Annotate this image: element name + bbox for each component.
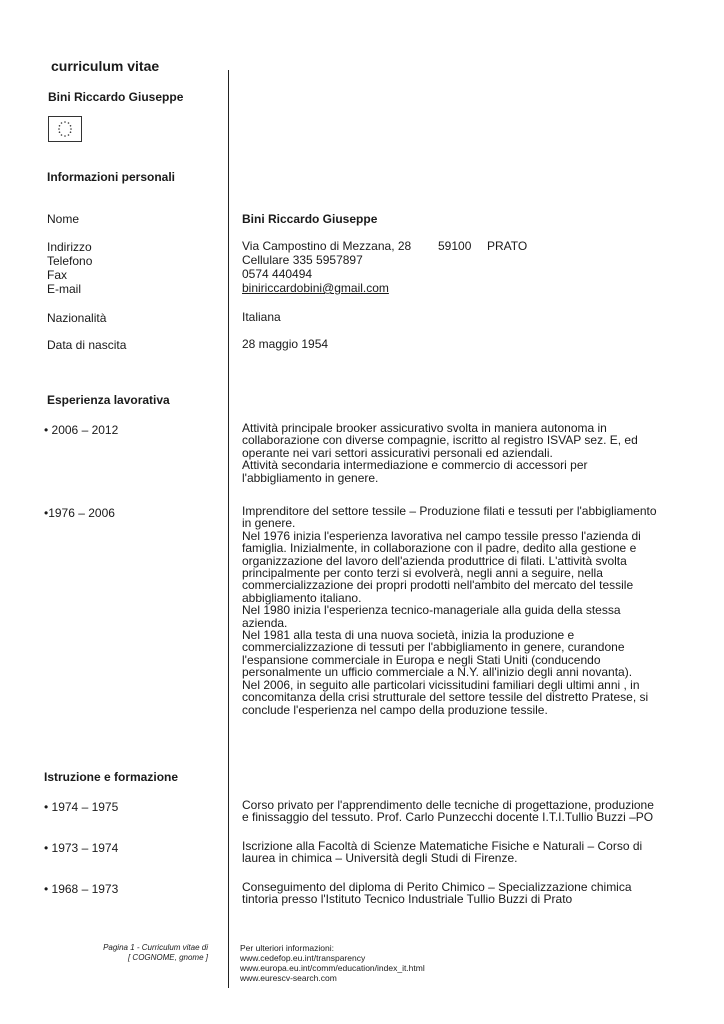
nationality-value: Italiana xyxy=(242,310,281,324)
header-person-name: Bini Riccardo Giuseppe xyxy=(48,90,184,104)
edu-date-1: • 1974 – 1975 xyxy=(44,800,119,814)
text-line: concomitanza della crisi strutturale del settore tessile del distretto Pratese, si xyxy=(242,690,649,705)
nationality-label: Nazionalità xyxy=(47,311,107,325)
name-value: Bini Riccardo Giuseppe xyxy=(242,212,378,226)
edu-description-1 xyxy=(242,799,682,824)
text-line: Conseguimento del diploma di Perito Chimico – Specializzazione chimica xyxy=(242,880,632,894)
zip-value: 59100 xyxy=(438,239,472,253)
text-line: l'abbigliamento in genere. xyxy=(242,470,379,485)
text-line: operante nei vari settori assicurativi personali ed aziendali. xyxy=(242,445,553,460)
text-line: famiglia. Inizialmente, in collaborazione con il padre, dedito alla gestione e xyxy=(242,541,637,556)
phone-value: Cellulare 335 5957897 xyxy=(242,253,363,267)
text-line: collaborazione con diverse compagnie, iscritto al registro ISVAP sez. E, ed xyxy=(242,433,638,448)
footer-page-info xyxy=(40,943,208,963)
fax-label: Fax xyxy=(47,268,68,282)
section-title-personal: Informazioni personali xyxy=(47,170,176,184)
doc-title: curriculum vitae xyxy=(51,58,160,74)
edu-description-3 xyxy=(242,881,682,906)
text-line: Attività principale brooker assicurativo svolta in maniera autonoma in xyxy=(242,421,607,435)
text-line: commercializzazione di tessuti per l'abbigliamento in genere, curandone xyxy=(242,640,625,655)
text-line: laurea in chimica – Università degli Studi di Firenze. xyxy=(242,851,518,866)
text-line: commercializzazione dei propri prodotti nell'ambito del mercato del tessile xyxy=(242,578,634,593)
text-line: Corso privato per l'apprendimento delle tecniche di progettazione, produzione xyxy=(242,798,654,812)
text-line: Nel 1976 inizia l'esperienza lavorativa nel campo tessile presso l'azienda di xyxy=(242,528,641,543)
text-line: Nel 1980 inizia l'esperienza tecnico-manageriale alla guida della stessa xyxy=(242,603,621,618)
birth-label: Data di nascita xyxy=(47,338,127,352)
birth-value: 28 maggio 1954 xyxy=(242,337,329,351)
footer-links xyxy=(240,943,425,983)
footer-more-info-label: Per ulteriori informazioni: xyxy=(240,943,335,953)
text-line: Nel 1981 alla testa di una nuova società, inizia la produzione e xyxy=(242,628,575,643)
work-description-2 xyxy=(242,505,682,716)
text-line: Nel 2006, in seguito alle particolari vicissitudini familiari degli ultimi anni , in xyxy=(242,677,640,692)
footer-link-eurescv[interactable]: www.eurescv-search.com xyxy=(240,973,337,983)
work-date-2: •1976 – 2006 xyxy=(44,506,115,520)
edu-description-2 xyxy=(242,840,682,865)
text-line: personalmente un ufficio commerciale a N.Y. all'inizio degli anni novanta). xyxy=(242,665,633,680)
edu-date-2: • 1973 – 1974 xyxy=(44,841,119,855)
text-line: abbigliamento italiano. xyxy=(242,590,362,605)
text-line: Attività secondaria intermediazione e commercio di accessori per xyxy=(242,458,588,473)
column-divider xyxy=(228,70,229,988)
text-line: in genere. xyxy=(242,516,296,531)
city-value: PRATO xyxy=(487,239,528,253)
edu-date-3: • 1968 – 1973 xyxy=(44,882,119,896)
text-line: azienda. xyxy=(242,615,288,630)
footer-name-placeholder: [ COGNOME, gnome ] xyxy=(127,953,208,962)
fax-value: 0574 440494 xyxy=(242,267,313,281)
email-link[interactable]: biniriccardobini@gmail.com xyxy=(242,281,389,295)
text-line: principalmente per conto terzi si evolverà, negli anni a seguire, nella xyxy=(242,566,603,581)
text-line: tintoria presso l'Istituto Tecnico Industriale Tullio Buzzi di Prato xyxy=(242,892,573,907)
address-label: Indirizzo xyxy=(47,240,92,254)
footer-page-line: Pagina 1 - Curriculum vitae di xyxy=(103,943,208,952)
text-line: Imprenditore del settore tessile – Produzione filati e tessuti per l'abbigliamento xyxy=(242,504,657,518)
name-label: Nome xyxy=(47,212,80,226)
phone-label: Telefono xyxy=(47,254,93,268)
text-line: organizzazione del lavoro dell'azienda produttrice di filati. L'attività svolta xyxy=(242,553,627,568)
work-date-1: • 2006 – 2012 xyxy=(44,423,119,437)
email-label: E-mail xyxy=(47,282,82,296)
text-line: l'espansione commerciale in Europa e negli Stati Uniti (conducendo xyxy=(242,652,601,667)
text-line: e finissaggio del tessuto. Prof. Carlo Punzecchi docente I.T.I.Tullio Buzzi –PO xyxy=(242,810,654,825)
footer-link-cedefop[interactable]: www.cedefop.eu.int/transparency xyxy=(240,953,366,963)
text-line: conclude l'esperienza nel campo della produzione tessile. xyxy=(242,702,548,717)
work-description-1 xyxy=(242,422,682,484)
footer-link-europa[interactable]: www.europa.eu.int/comm/education/index_it.html xyxy=(240,963,425,973)
section-title-education: Istruzione e formazione xyxy=(44,770,179,784)
text-line: Iscrizione alla Facoltà di Scienze Matematiche Fisiche e Naturali – Corso di xyxy=(242,839,643,853)
eu-flag-icon xyxy=(48,116,82,142)
address-value: Via Campostino di Mezzana, 28 xyxy=(242,239,412,253)
section-title-work: Esperienza lavorativa xyxy=(47,393,170,407)
